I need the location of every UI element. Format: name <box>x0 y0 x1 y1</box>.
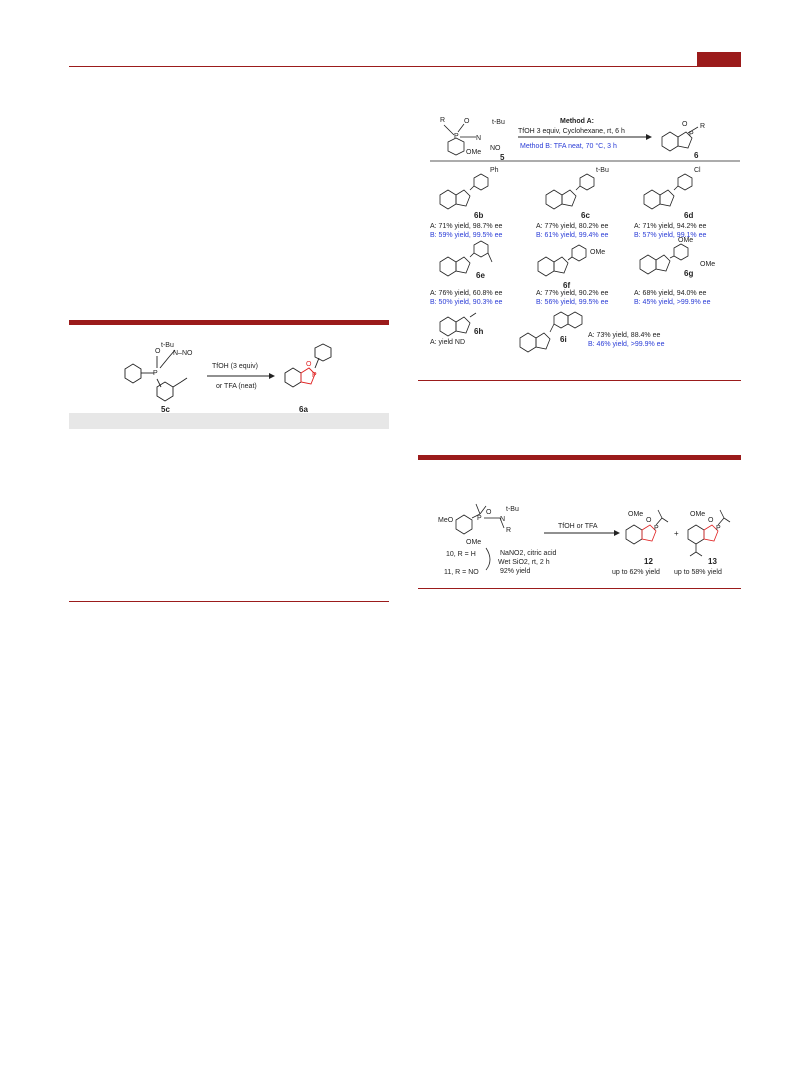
product-label: 6a <box>299 405 308 412</box>
svg-text:Ph: Ph <box>490 167 499 174</box>
svg-text:OMe: OMe <box>700 261 716 268</box>
svg-text:A: 68% yield, 94.0% ee: A: 68% yield, 94.0% ee <box>634 290 707 297</box>
svg-text:A: 77% yield, 90.2% ee: A: 77% yield, 90.2% ee <box>536 290 609 297</box>
svg-text:t-Bu: t-Bu <box>596 167 609 174</box>
product-13-ome: OMe <box>690 511 706 518</box>
header-tab <box>697 52 741 66</box>
svg-text:A: 73% yield, 88.4% ee: A: 73% yield, 88.4% ee <box>588 332 661 339</box>
scheme-left-top-bar <box>69 320 389 325</box>
substrate-label: 5c <box>161 405 170 412</box>
conditions-1: NaNO2, citric acid <box>500 550 557 557</box>
substrate-o: O <box>464 118 470 125</box>
product-12-yield: up to 62% yield <box>612 569 660 576</box>
scheme-right-bottom-rule <box>418 380 741 381</box>
product-6e <box>430 241 502 306</box>
svg-text:6d: 6d <box>684 211 694 220</box>
scheme-bottom <box>418 498 741 584</box>
reagent-top: TfOH (3 equiv) <box>212 363 258 370</box>
substrate-tbu: t-Bu <box>492 119 505 126</box>
svg-text:A: 71% yield, 98.7% ee: A: 71% yield, 98.7% ee <box>430 223 503 230</box>
plus-sign: + <box>674 529 679 538</box>
scheme-left-caption-band <box>69 413 389 429</box>
product-6f <box>536 245 608 306</box>
svg-text:A: 77% yield, 80.2% ee: A: 77% yield, 80.2% ee <box>536 223 609 230</box>
product-label: 6 <box>694 151 699 160</box>
svg-text:6i: 6i <box>560 335 567 344</box>
substrate-tbu: t-Bu <box>506 506 519 513</box>
svg-text:B: 59% yield, 99.5% ee: B: 59% yield, 99.5% ee <box>430 232 503 239</box>
product-o: O <box>682 121 688 128</box>
svg-text:A: 76% yield, 60.8% ee: A: 76% yield, 60.8% ee <box>430 290 503 297</box>
method-a-title: Method A: <box>560 118 594 125</box>
product-12-p: P <box>654 525 659 532</box>
svg-text:A: yield ND: A: yield ND <box>430 339 466 346</box>
substrate-o-atom: O <box>155 348 161 355</box>
substrate-n: N <box>500 516 506 523</box>
reagent: TfOH or TFA <box>558 523 598 530</box>
svg-text:OMe: OMe <box>590 249 606 256</box>
curved-arrow <box>486 548 490 570</box>
substrate-p: P <box>477 515 482 522</box>
product-13-p: P <box>716 525 721 532</box>
substrate-nno: N–NO <box>173 350 193 357</box>
substrate-ome: OMe <box>466 539 482 546</box>
scheme-bottom-top-bar <box>418 455 741 460</box>
product-r: R <box>700 123 706 130</box>
svg-text:6g: 6g <box>684 269 694 278</box>
method-b: Method B: TFA neat, 70 °C, 3 h <box>520 143 617 150</box>
substrate-tbu: t-Bu <box>161 342 174 349</box>
svg-text:B: 56% yield, 99.5% ee: B: 56% yield, 99.5% ee <box>536 299 609 306</box>
product-6c <box>536 167 609 239</box>
substrate-p-atom: P <box>153 370 158 377</box>
scheme-left-bottom-rule <box>69 601 389 602</box>
svg-text:B: 57% yield, 99.1% ee: B: 57% yield, 99.1% ee <box>634 232 707 239</box>
substrate-no: NO <box>490 145 501 152</box>
product-p: P <box>689 131 694 138</box>
product-13-o: O <box>708 517 714 524</box>
svg-text:B: 46% yield, >99.9% ee: B: 46% yield, >99.9% ee <box>588 341 665 348</box>
conditions-3: 92% yield <box>500 568 531 575</box>
product-6d <box>634 167 706 239</box>
svg-text:Cl: Cl <box>694 167 701 174</box>
scheme-bottom-bottom-rule <box>418 588 741 589</box>
product-p-atom: P <box>312 372 317 379</box>
svg-text:OMe: OMe <box>678 237 694 244</box>
method-a-conditions: TfOH 3 equiv, Cyclohexane, rt, 6 h <box>518 128 625 135</box>
substrate-meo: MeO <box>438 517 454 524</box>
svg-text:A: 71% yield, 94.2% ee: A: 71% yield, 94.2% ee <box>634 223 707 230</box>
substrate-n: N <box>476 135 482 142</box>
label-10: 10, R = H <box>446 551 476 558</box>
substrate-r: R <box>440 117 446 124</box>
svg-text:6b: 6b <box>474 211 484 220</box>
svg-text:B: 61% yield, 99.4% ee: B: 61% yield, 99.4% ee <box>536 232 609 239</box>
product-o-atom: O <box>306 361 312 368</box>
svg-text:B: 45% yield, >99.9% ee: B: 45% yield, >99.9% ee <box>634 299 711 306</box>
substrate-o: O <box>486 509 492 516</box>
svg-text:6e: 6e <box>476 271 485 280</box>
conditions-2: Wet SiO2, rt, 2 h <box>498 559 550 566</box>
product-6i <box>520 312 665 352</box>
product-13-label: 13 <box>708 557 717 566</box>
svg-text:B: 50% yield, 90.3% ee: B: 50% yield, 90.3% ee <box>430 299 503 306</box>
substrate-p: P <box>454 133 459 140</box>
substrate-ome: OMe <box>466 149 482 156</box>
scheme-left <box>69 326 389 412</box>
product-12-o: O <box>646 517 652 524</box>
product-12-label: 12 <box>644 557 653 566</box>
product-6b <box>430 167 502 239</box>
substrate-label: 5 <box>500 153 505 162</box>
reagent-bottom: or TFA (neat) <box>216 383 257 390</box>
product-6h <box>430 313 483 346</box>
label-11: 11, R = NO <box>444 569 479 576</box>
product-13-yield: up to 58% yield <box>674 569 722 576</box>
substrate-r: R <box>506 527 512 534</box>
svg-text:6h: 6h <box>474 327 484 336</box>
product-6g <box>634 237 715 306</box>
product-12-ome: OMe <box>628 511 644 518</box>
svg-text:6f: 6f <box>563 281 571 290</box>
scheme-right <box>418 110 741 360</box>
svg-text:6c: 6c <box>581 211 590 220</box>
header-rule <box>69 66 741 67</box>
